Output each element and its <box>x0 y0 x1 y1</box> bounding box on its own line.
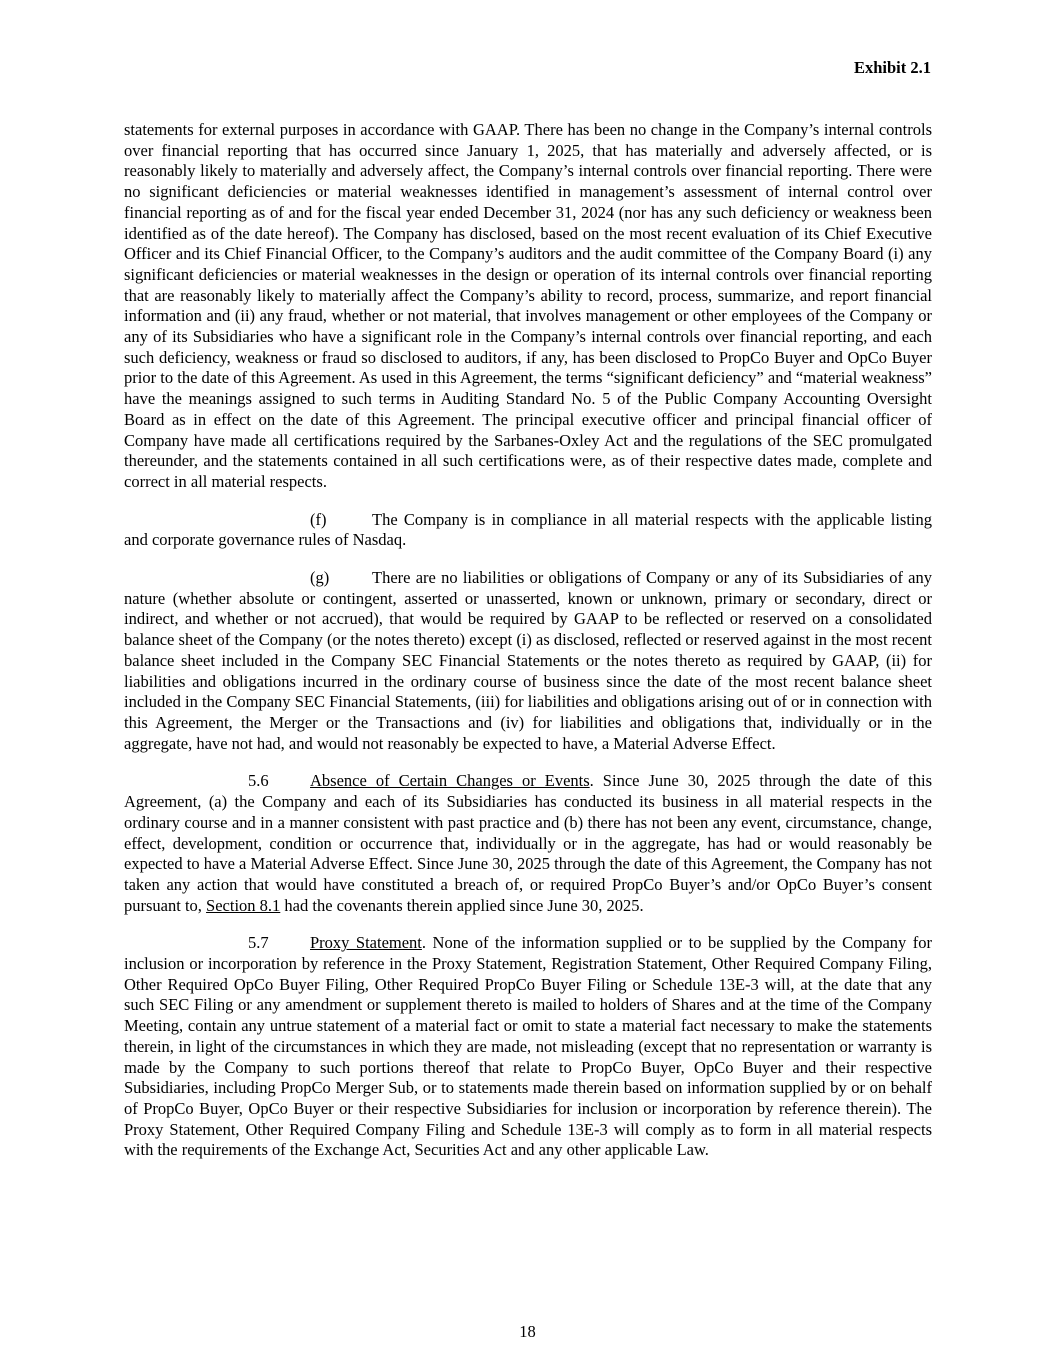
item-f-paragraph <box>124 510 932 551</box>
section-5-7-number: 5.7 <box>248 933 269 953</box>
section-5-7-paragraph <box>124 933 932 1161</box>
section-8-1-reference[interactable]: Section 8.1 <box>206 895 281 915</box>
section-5-7-title: Proxy Statement <box>310 933 422 953</box>
document-body <box>124 120 932 1178</box>
section-5-6-title: Absence of Certain Changes or Events <box>310 771 590 791</box>
item-f-text: The Company is in compliance in all material respects with the applicable listing and corporate governance rules of Nasdaq. <box>124 509 932 550</box>
item-g-paragraph <box>124 568 932 754</box>
item-g-text: There are no liabilities or obligations of Company or any of its Subsidiaries of any nature (whether absolute or contingent, asserted or unasserted, known or unknown, primary or secondary, direct or indirect, and whether or not accrued), that would be required by GAAP to be reflected or reserved on a consolidated balance sheet of the Company (or the notes thereto) except (i) as disclosed, reflected or reserved against in the most recent balance sheet included in the Company SEC Financial Statements or the notes thereto as required by GAAP, (ii) for liabilities and obligations incurred in the ordinary course of business since the date of the most recent balance sheet included in the Company SEC Financial Statements, (iii) for liabilities and obligations arising out of or in connection with this Agreement, the Merger or the Transactions and (iv) for liabilities and obligations that, individually or in the aggregate, have not had, and would not reasonably be expected to have, a Material Adverse Effect. <box>124 568 932 753</box>
section-5-6-paragraph <box>124 771 932 916</box>
section-5-6-number: 5.6 <box>248 771 269 791</box>
exhibit-label: Exhibit 2.1 <box>853 58 931 77</box>
continuation-paragraph: statements for external purposes in accordance with GAAP. There has been no change in the Company’s internal controls over financial reporting that has occurred since January 1, 2025, that has materially and adversely affected, or is reasonably likely to materially and adversely affect, the Company’s internal controls over financial reporting. There were no significant deficiencies or material weaknesses identified in management’s assessment of internal control over financial reporting as of and for the fiscal year ended December 31, 2024 (nor has any such deficiency or weakness been identified as of the date hereof). The Company has disclosed, based on the most recent evaluation of its Chief Executive Officer and its Chief Financial Officer, to the Company’s auditors and the audit committee of the Company Board (i) any significant deficiencies or material weaknesses in the design or operation of its internal controls over financial reporting that are reasonably likely to materially affect the Company’s ability to record, process, summarize, and report financial information and (ii) any fraud, whether or not material, that involves management or other employees of the Company or any of its Subsidiaries who have a significant role in the Company’s internal controls over financial reporting, and each such deficiency, weakness or fraud so disclosed to auditors, if any, has been disclosed to PropCo Buyer and OpCo Buyer prior to the date of this Agreement. As used in this Agreement, the terms “significant deficiency” and “material weakness” have the meanings assigned to such terms in Auditing Standard No. 5 of the Public Company Accounting Oversight Board as in effect on the date of this Agreement. The principal executive officer and principal financial officer of Company have made all certifications required by the Sarbanes-Oxley Act and the regulations of the SEC promulgated thereunder, and the statements contained in all such certifications were, as of their respective dates made, complete and correct in all material respects. <box>124 120 932 491</box>
section-5-6-text: . Since June 30, 2025 through the date of this Agreement, (a) the Company and each of its Subsidiaries has conducted its business in all material respects in the ordinary course and in a manner consistent with past practice and (b) there has not been any event, circumstance, change, effect, development, condition or occurrence that, individually or in the aggregate, has had or would reasonably be expected to have a Material Adverse Effect. Since June 30, 2025 through the date of this Agreement, the Company has not taken any action that would have constituted a breach of, or required PropCo Buyer’s and/or OpCo Buyer’s consent pursuant to, <box>124 771 932 915</box>
item-f-marker: (f) <box>310 509 327 529</box>
item-g-marker: (g) <box>310 568 330 588</box>
section-5-6-text-end: had the covenants therein applied since June 30, 2025. <box>280 895 644 915</box>
section-5-7-text: . None of the information supplied or to be supplied by the Company for inclusion or incorporation by reference in the Proxy Statement, Registration Statement, Other Required Company Filing, Other Required OpCo Buyer Filing, Other Required PropCo Buyer Filing or Schedule 13E-3 will, at the date that any such SEC Filing or any amendment or supplement thereto is mailed to holders of Shares and at the time of the Company Meeting, contain any untrue statement of a material fact or omit to state a material fact necessary to make the statements therein, in light of the circumstances in which they are made, not misleading (except that no representation or warranty is made by the Company to such portions thereof that relate to PropCo Buyer, OpCo Buyer and their respective Subsidiaries, including PropCo Merger Sub, or to statements made therein based on information supplied by or on behalf of PropCo Buyer, OpCo Buyer or their respective Subsidiaries for inclusion or incorporation by reference therein). The Proxy Statement, Other Required Company Filing and Schedule 13E-3 will comply as to form in all material respects with the requirements of the Exchange Act, Securities Act and any other applicable Law. <box>124 933 932 1160</box>
page-number: 18 <box>519 1322 536 1341</box>
